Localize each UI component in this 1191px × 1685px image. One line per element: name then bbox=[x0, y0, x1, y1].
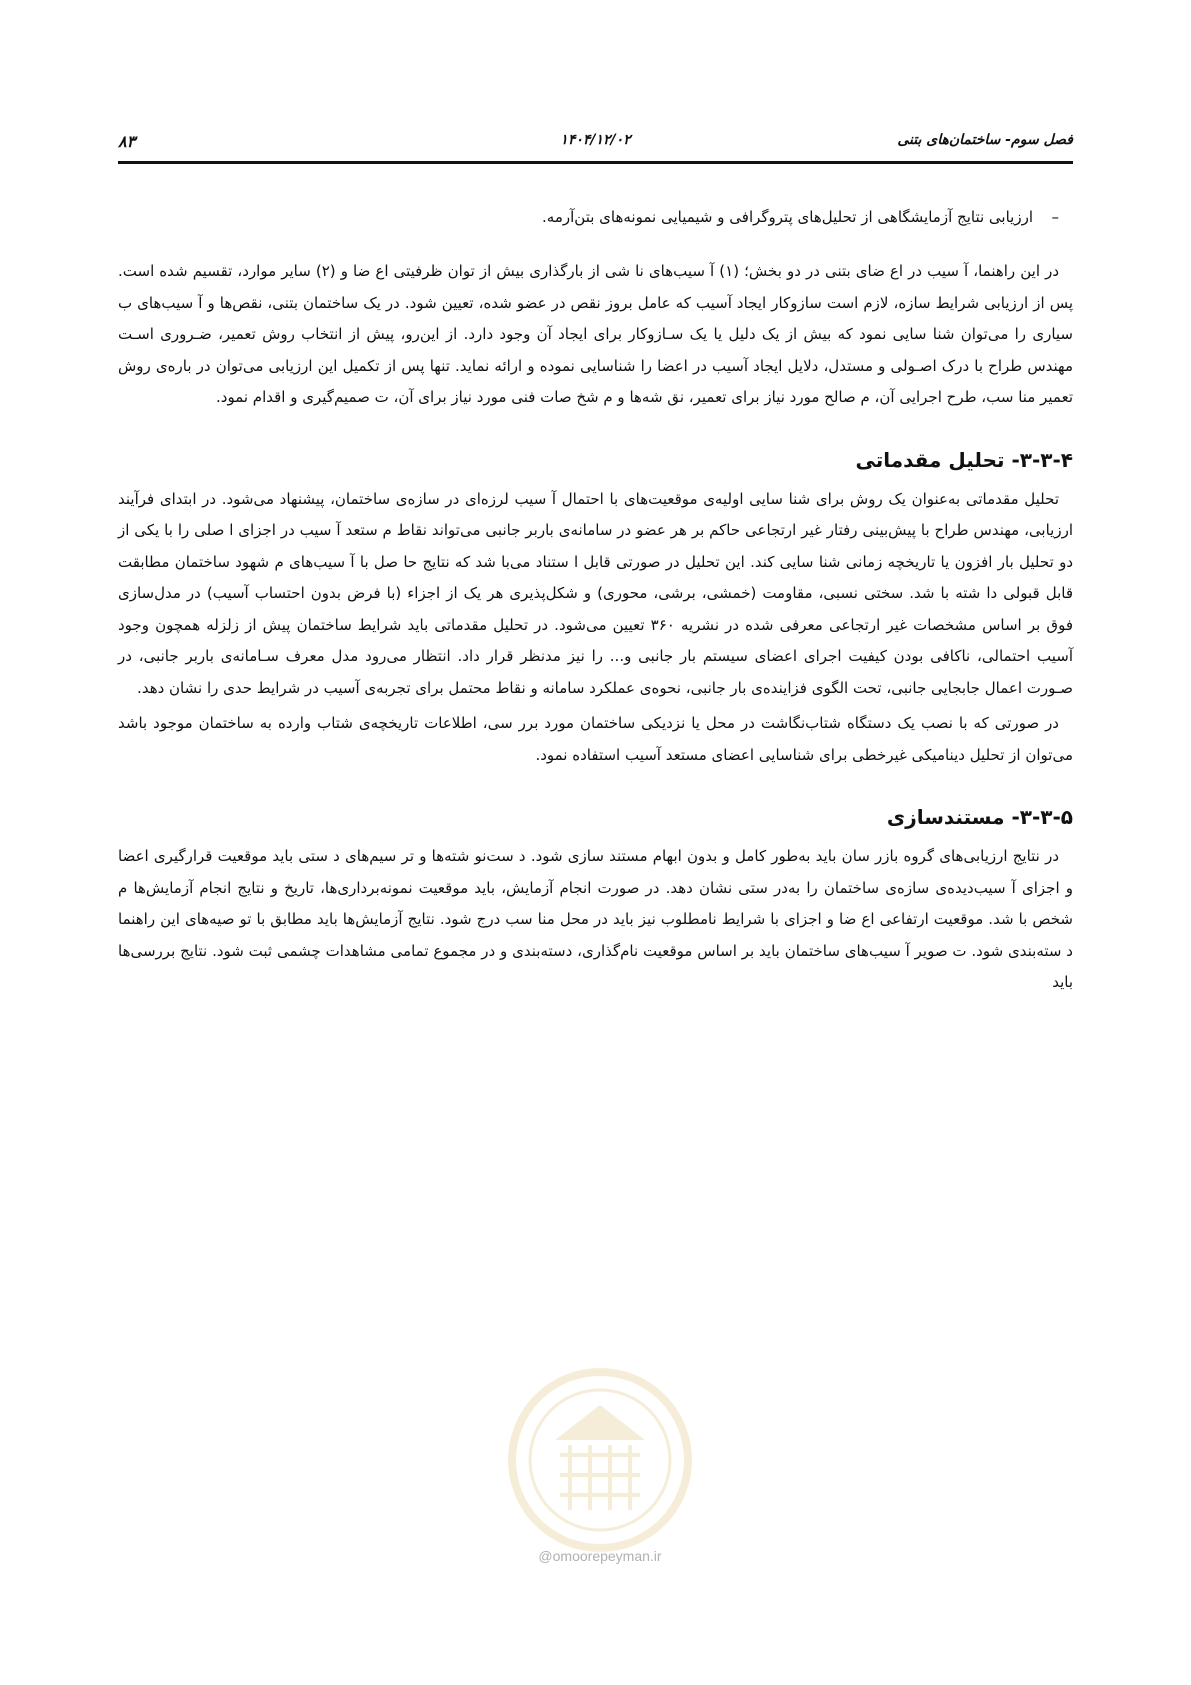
watermark-logo-icon bbox=[500, 1360, 700, 1560]
header-date: ۱۴۰۴/۱۲/۰۲ bbox=[560, 132, 631, 148]
bullet-text: ارزیابی نتایج آزمایشگاهی از تحلیل‌های پتروگرافی و شیمیایی نمونه‌های بتن‌آرمه. bbox=[542, 208, 1033, 226]
page-number: ۸۳ bbox=[118, 132, 136, 151]
page-header bbox=[118, 128, 1073, 154]
intro-paragraph: در این راهنما، آ سیب در اع ضای بتنی در دو بخش؛ (۱) آ سیب‌های نا شی از بارگذاری بیش از توان ظرفیتی اع ضا و (۲) سایر موارد، تقسیم شده است. پس از ارزیابی شرایط سازه، لازم است سازوکار ایجاد آسیب که عامل بروز نقص در عضو شده، تعیین شود. در یک ساختمان بتنی، نقص‌ها و آ سیب‌های ب سیاری را می‌توان شنا سایی نمود که بیش از یک دلیل یا یک سـازوکار برای ایجاد آن وجود دارد. از این‌رو، پیش از انتخاب روش تعمیر، ضـروری اسـت مهندس طراح با درک اصـولی و مستدل، دلایل ایجاد آسیب در اعضا را شناسایی نموده و ارائه نماید. تنها پس از تکمیل این ارزیابی می‌توان در باره‌ی روش تعمیر منا سب، طرح اجرایی آن، م صالح مورد نیاز برای تعمیر، نق شه‌ها و م شخ صات فنی مورد نیاز برای آن، ت صمیم‌گیری و اقدام نمود. bbox=[118, 262, 1073, 406]
page-content bbox=[118, 204, 1073, 999]
bullet-item bbox=[118, 204, 1073, 231]
chapter-title: فصل سوم- ساختمان‌های بتنی bbox=[897, 132, 1073, 148]
watermark-text: @omoorepeyman.ir bbox=[538, 1548, 662, 1564]
header-divider bbox=[118, 161, 1073, 164]
documentation-paragraph: در نتایج ارزیابی‌های گروه بازر سان باید به‌طور کامل و بدون ابهام مستند سازی شود. د ست‌نو شته‌ها و تر سیم‌های د ستی باید موقعیت قرارگیری اعضا و اجزای آ سیب‌دیده‌ی سازه‌ی ساختمان را به‌در ستی نشان دهد. در صورت انجام آزمایش، باید موقعیت نمونه‌برداری‌ها، تاریخ و نتایج انجام آزمایش‌ها م شخص با شد. موقعیت ارتفاعی اع ضا و اجزای با شرایط نامطلوب نیز باید در محل منا سب درج شود. نتایج آزمایش‌ها باید مطابق با تو صیه‌های این راهنما د سته‌بندی شود. ت صویر آ سیب‌های ساختمان باید بر اساس موقعیت نام‌گذاری، دسته‌بندی و در مجموع تمامی مشاهدات چشمی ثبت شود. نتایج بررسی‌ها باید bbox=[118, 847, 1073, 991]
bullet-dash: – bbox=[1051, 208, 1059, 226]
preliminary-analysis-paragraph-2: در صورتی که با نصب یک دستگاه شتاب‌نگاشت در محل یا نزدیکی ساختمان مورد برر سی، اطلاعات تاریخچه‌ی شتاب وارده به ساختمان موجود باشد می‌توان از تحلیل دینامیکی غیرخطی برای شناسایی اعضای مستعد آسیب استفاده نمود. bbox=[118, 714, 1073, 764]
section-heading-preliminary-analysis: ۳-۳-۴- تحلیل مقدماتی bbox=[855, 447, 1073, 472]
preliminary-analysis-paragraph-1: تحلیل مقدماتی به‌عنوان یک روش برای شنا سایی اولیه‌ی موقعیت‌های با احتمال آ سیب لرزه‌ای در سازه‌ی ساختمان، پیشنهاد می‌شود. در ابتدای فرآیند ارزیابی، مهندس طراح با پیش‌بینی رفتار غیر ارتجاعی حاکم بر هر عضو در سامانه‌ی باربر جانبی می‌تواند نقاط م ستعد آ سیب در اجزای ا صلی را با یکی از دو تحلیل بار افزون یا تاریخچه زمانی شنا سایی کند. این تحلیل در صورتی قابل ا ستناد می‌با شد که نتایج حا صل با آ سیب‌های م شهود ساختمان مطابقت قابل قبولی دا شته با شد. سختی نسبی، مقاومت (خمشی، برشی، محوری) و شکل‌پذیری هر یک از اجزاء (با فرض بدون احتساب آسیب) در مدل‌سازی فوق بر اساس مشخصات غیر ارتجاعی معرفی شده در نشریه ۳۶۰ تعیین می‌شود. در تحلیل مقدماتی باید شرایط ساختمان پیش از زلزله همچون وجود آسیب احتمالی، ناکافی بودن کیفیت اجرای اعضای سیستم بار جانبی و... را نیز مدنظر قرار داد. انتظار می‌رود مدل معرف سـامانه‌ی باربر جانبی، در صـورت اعمال جابجایی جانبی، تحت الگوی فزاینده‌ی بار جانبی، نحوه‌ی عملکرد سامانه و نقاط محتمل برای تجربه‌ی آسیب در شرایط حدی را نشان دهد. bbox=[118, 489, 1073, 697]
section-heading-documentation: ۳-۳-۵- مستندسازی bbox=[886, 805, 1073, 829]
